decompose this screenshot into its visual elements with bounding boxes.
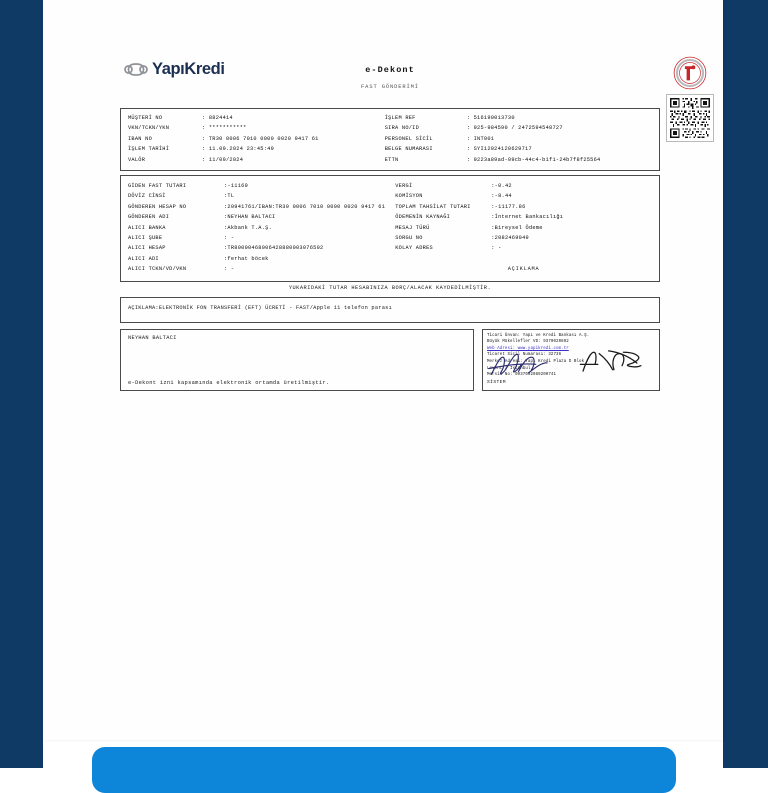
document-subtitle: FAST GÖNDERİMİ (361, 84, 419, 90)
field-value: :NEYHAN BALTACI (224, 214, 276, 221)
transfer-detail-left-column (128, 181, 395, 275)
field-label: İŞLEM REF (384, 115, 416, 121)
field-alici-hesap (128, 243, 395, 253)
bank-detail-line: Ticari Ünvan: Yapı ve Kredi Bankası A.Ş. (487, 333, 590, 338)
field-label: VERGİ (395, 183, 413, 190)
field-value: :Bireysel Ödeme (491, 224, 543, 231)
field-value: : 11/09/2024 (202, 156, 244, 163)
viewer-right-margin (723, 0, 768, 768)
aciklama-heading: AÇIKLAMA (507, 265, 540, 272)
field-label: IBAN NO (128, 135, 153, 142)
field-label: KOLAY ADRES (395, 245, 433, 252)
field-value: :TR80000468006428880003076502 (224, 245, 324, 252)
field-label: ALICI ADI (128, 255, 159, 262)
bank-detail-line: Ticaret Sicil Numarası: 32736 (487, 353, 562, 358)
transfer-detail-panel (120, 175, 660, 282)
field-label: MESAJ TÜRÜ (395, 224, 430, 231)
field-islem-tarihi (128, 144, 385, 154)
field-value: : SYI12024120629717 (466, 146, 532, 153)
field-label: GİDEN FAST TUTARI (128, 183, 187, 190)
account-info-panel (120, 108, 660, 171)
field-personel-sicil (385, 134, 652, 144)
field-value: :-11177.86 (491, 203, 526, 210)
description-panel (120, 297, 660, 323)
field-value: :-11169 (224, 183, 249, 190)
signature-box (120, 329, 474, 391)
field-value: :ferhat böcek (224, 255, 269, 262)
field-kolay-adres (395, 243, 652, 253)
field-label: SORGU NO (395, 235, 423, 242)
field-value: : - (224, 235, 235, 242)
field-value: :İnternet Bankacılığı (491, 214, 564, 221)
field-komisyon (395, 191, 652, 201)
document-page (44, 0, 723, 740)
field-value: :2082469049 (491, 235, 529, 242)
field-toplam-tahsilat-tutari (395, 202, 652, 212)
field-label: MÜŞTERİ NO (128, 115, 163, 121)
field-label: ALICI TCKN/VD/VKN (128, 266, 187, 273)
account-info-left-column (128, 113, 385, 165)
bank-website-link[interactable]: Web Adresi: www.yapikredi.com.tr (487, 346, 569, 351)
field-label: VKN/TCKN/YKN (128, 125, 170, 132)
primary-action-button[interactable] (92, 747, 676, 793)
bank-detail-line: Merkez Adresi: Yapı Kredi Plaza D Blok (487, 360, 585, 365)
field-value: :-8.44 (491, 193, 512, 200)
field-sorgu-no (395, 233, 652, 243)
field-alici-sube (128, 233, 395, 243)
bank-details-box (482, 329, 660, 391)
field-label: BELGE NUMARASI (384, 146, 433, 153)
receipt-body (120, 58, 660, 391)
receipt-footer (120, 329, 660, 391)
bank-detail-line: Levent / İstanbul (487, 366, 531, 371)
field-label: SIRA NO/ID (384, 125, 420, 132)
field-musteri-no (128, 113, 385, 123)
field-value: :-0.42 (491, 183, 512, 190)
receipt-header (120, 58, 660, 104)
bank-seal-icon (673, 56, 707, 90)
field-alici-tckn-vd-vkn (128, 264, 395, 274)
field-iban-no (128, 134, 385, 144)
document-title: e-Dekont (365, 65, 415, 75)
field-label: TOPLAM TAHSİLAT TUTARI (395, 203, 471, 210)
field-value: : *********** (202, 125, 247, 132)
field-label: VALÖR (128, 156, 146, 163)
bank-detail-line: Mersis No: 0937002089200741 (487, 373, 557, 378)
field-vergi (395, 181, 652, 191)
bank-detail-line: Büyük Mükellefler VD: 9370020892 (487, 340, 569, 345)
bank-website-line (487, 346, 655, 353)
field-label: KOMİSYON (395, 193, 423, 200)
signatory-name: NEYHAN BALTACI (128, 334, 177, 341)
field-odemenin-kaynagi (395, 212, 652, 222)
field-value: : - (224, 266, 235, 273)
field-label: PERSONEL SİCİL (384, 135, 433, 142)
field-value: :20941761/IBAN:TR30 0006 7010 0000 0020 9417 61 (224, 203, 386, 210)
field-gonderen-adi (128, 212, 395, 222)
field-label: GÖNDEREN ADI (128, 214, 170, 221)
field-label: İŞLEM TARİHİ (128, 146, 170, 153)
field-value: : 8824414 (202, 115, 233, 121)
field-label: ALICI HESAP (128, 245, 166, 252)
transfer-detail-right-column (395, 181, 652, 275)
field-value: : 9223a89ad-09cb-44c4-b1f1-24b7f8f25564 (466, 156, 601, 163)
field-value: :Akbank T.A.Ş. (224, 224, 273, 231)
field-value: : INT001 (466, 135, 495, 142)
field-label: ALICI BANKA (128, 224, 166, 231)
field-alici-adi (128, 254, 395, 264)
field-islem-ref (385, 113, 652, 123)
field-mesaj-turu (395, 223, 652, 233)
account-info-right-column (385, 113, 652, 165)
qr-code-icon (670, 98, 710, 138)
field-vkn-tckn-ykn (128, 123, 385, 133)
field-label: GÖNDEREN HESAP NO (128, 203, 187, 210)
electronic-generation-note: e-Dekont izni kapsamında elektronik ortamda üretilmiştir. (128, 379, 330, 386)
balance-notice-banner: YUKARIDAKİ TUTAR HESABINIZA BORÇ/ALACAK KAYDEDİLMİŞTİR. (288, 284, 492, 291)
field-gonderen-hesap-no (128, 202, 395, 212)
field-doviz-cinsi (128, 191, 395, 201)
system-label: SİSTEM (487, 379, 506, 385)
field-value: : - (491, 245, 502, 252)
field-sira-no-id (385, 123, 652, 133)
seal-and-qr (662, 56, 718, 142)
field-label: ALICI ŞUBE (128, 235, 163, 242)
field-belge-numarasi (385, 144, 652, 154)
field-alici-banka (128, 223, 395, 233)
description-text: AÇIKLAMA:ELEKTRONİK FON TRANSFERİ (EFT) ÜCRETİ - FAST/Apple 11 telefon parası (128, 304, 393, 311)
field-value: : 11.09.2024 23:45:49 (202, 146, 275, 153)
field-value: :TL (224, 193, 235, 200)
field-value: : 516190013730 (466, 115, 515, 121)
field-value: : TR30 0006 7010 0000 0020 9417 61 (202, 135, 319, 142)
field-label: DÖVİZ CİNSİ (128, 193, 166, 200)
field-value: : 925-984590 / 2472594548727 (466, 125, 563, 132)
qr-code (666, 94, 714, 142)
viewer-left-margin (0, 0, 43, 768)
field-valor (128, 155, 385, 165)
field-giden-fast-tutari (128, 181, 395, 191)
brand-name: YapıKredi (152, 60, 225, 78)
field-label: ÖDEMENİN KAYNAĞI (395, 214, 451, 221)
field-label: ETTN (384, 156, 399, 163)
field-ettn (385, 155, 652, 165)
